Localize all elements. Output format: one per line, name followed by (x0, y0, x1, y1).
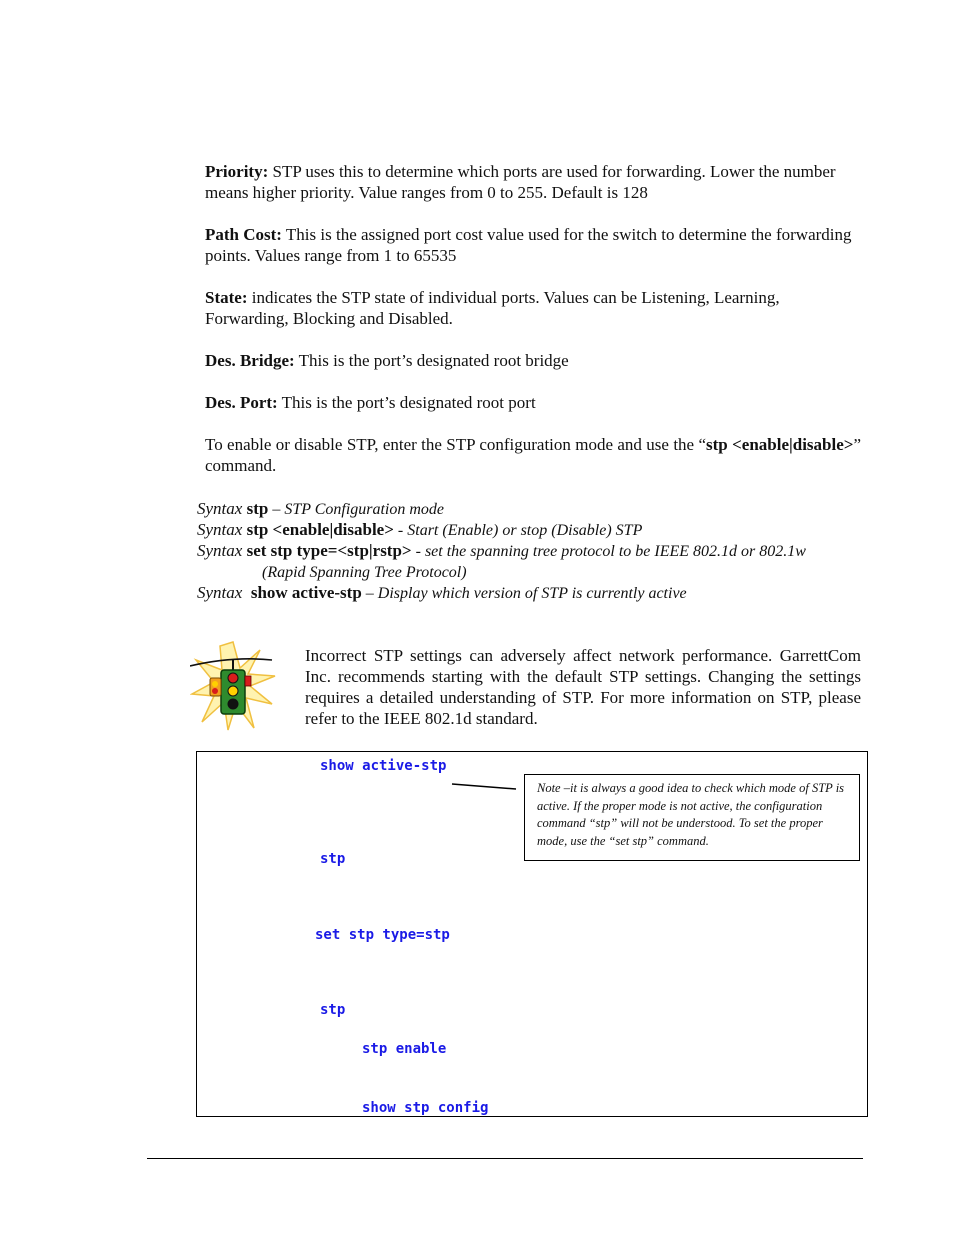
definition-state (205, 287, 861, 329)
syntax-command: set stp type=<stp|rstp> (246, 541, 412, 560)
note-callout-line (450, 780, 520, 792)
syntax-command: stp (246, 499, 269, 518)
syntax-description: – Display which version of STP is currently active (361, 585, 687, 602)
note-callout: Note –it is always a good idea to check which mode of STP is active. If the proper mode is not active, the configuration command “stp” will not be understood. To set the proper mode, use the “set stp” command. (524, 774, 860, 861)
definition-text: indicates the STP state of individual ports. Values can be Listening, Learning, Forwarding, Blocking and Disabled. (205, 288, 780, 328)
syntax-description: - Start (Enable) or stop (Disable) STP (393, 522, 643, 539)
terminal-command: show stp config (362, 1100, 489, 1116)
syntax-line (197, 519, 642, 541)
syntax-line-continuation (262, 561, 467, 583)
definition-priority (205, 161, 861, 203)
syntax-description: (Rapid Spanning Tree Protocol) (262, 564, 467, 581)
definition-term: Path Cost: (205, 225, 282, 244)
syntax-line (197, 582, 687, 604)
intro-command: stp <enable|disable> (706, 435, 854, 454)
definition-text: This is the assigned port cost value used for the switch to determine the forwarding points. Values range from 1 to 65535 (205, 225, 852, 265)
intro-text-end: ” command. (205, 435, 861, 475)
definition-text: STP uses this to determine which ports are used for forwarding. Lower the number means higher priority. Value ranges from 0 to 255. Default is 128 (205, 162, 836, 202)
syntax-line (197, 498, 444, 520)
syntax-label: Syntax (197, 499, 243, 518)
warning-text: Incorrect STP settings can adversely affect network performance. GarrettCom Inc. recommends starting with the default STP settings. Changing the settings requires a detailed understanding of STP. For more information on STP, please refer to the IEEE 802.1d standard. (305, 646, 861, 728)
terminal-command: stp enable (362, 1041, 447, 1057)
syntax-description: - set the spanning tree protocol to be IEEE 802.1d or 802.1w (411, 543, 806, 560)
definition-term: Des. Bridge: (205, 351, 295, 370)
definition-path-cost (205, 224, 861, 266)
traffic-light-warning-icon (190, 640, 276, 732)
intro-paragraph (205, 434, 861, 476)
syntax-line (197, 540, 806, 562)
syntax-label: Syntax (197, 520, 243, 539)
footer-rule (147, 1158, 863, 1159)
definition-term: Priority: (205, 162, 269, 181)
syntax-description: – STP Configuration mode (268, 501, 445, 518)
definition-text: This is the port’s designated root port (277, 393, 536, 412)
terminal-command: show active-stp (320, 758, 447, 774)
definition-text: This is the port’s designated root bridge (294, 351, 569, 370)
definition-term: Des. Port: (205, 393, 278, 412)
syntax-label: Syntax (197, 583, 243, 602)
definition-des-bridge (205, 350, 861, 371)
terminal-command: set stp type=stp (315, 927, 450, 943)
syntax-command: show active-stp (250, 583, 362, 602)
syntax-label: Syntax (197, 541, 243, 560)
definition-des-port (205, 392, 861, 413)
terminal-command: stp (320, 1002, 346, 1018)
syntax-command: stp <enable|disable> (246, 520, 394, 539)
terminal-command: stp (320, 851, 346, 867)
intro-text: To enable or disable STP, enter the STP configuration mode and use the “ (205, 435, 706, 454)
definition-term: State: (205, 288, 248, 307)
